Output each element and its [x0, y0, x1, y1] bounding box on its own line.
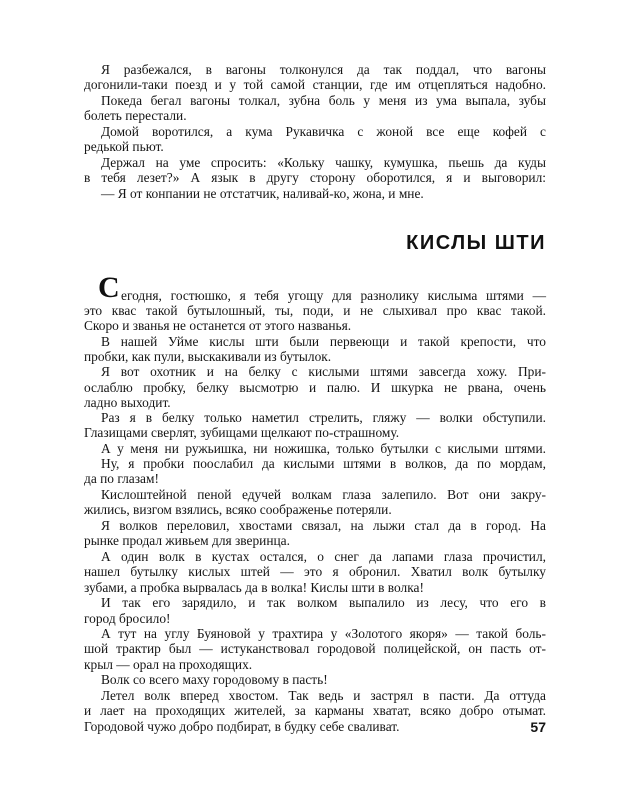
text-line: догонили-таки поезд и у той самой станции, где им отцепляться надобно.	[84, 77, 546, 92]
text-line: в тебя лезет?» А язык в другу сторону оборотился, я и выговорил:	[84, 170, 546, 185]
text-line: И так его зарядило, и так волком выпалило из лесу, что его в	[101, 595, 546, 610]
text-line: Городовой чужо добро подбират, в будку себе сваливат.	[84, 719, 400, 734]
page-number: 57	[530, 719, 546, 735]
text-line: шой трактир был — истуканствовал городовой полицейской, он пасть от-	[84, 641, 546, 656]
text-line: редькой пьют.	[84, 139, 164, 154]
text-line: Домой воротился, а кума Рукавичка с жоной все еще кофей с	[101, 124, 546, 139]
text-line: нашел бутылку кислых штей — это я обронил. Хватил волк бутылку	[84, 564, 546, 579]
text-line: ладно выходит.	[84, 395, 171, 410]
text-line: это квас такой бутылошный, ты, поди, и не слыхивал про квас такой.	[84, 303, 546, 318]
text-line: пробки, как пули, выскакивали из бутылок.	[84, 349, 332, 364]
text-line: А тут на углу Буяновой у трахтира у «Золотого якоря» — такой боль-	[101, 626, 546, 641]
text-line: зубами, а пробка вырвалась да в волка! Кислы шти в волка!	[84, 580, 424, 595]
text-line: Раз я в белку только наметил стрелить, гляжу — волки обступили.	[101, 410, 546, 425]
story-title: КИСЛЫ ШТИ	[406, 232, 546, 254]
text-line: Держал на уме спросить: «Кольку чашку, кумушка, пьешь да куды	[101, 155, 546, 170]
text-line: Я разбежался, в вагоны толконулся да так поддал, что вагоны	[101, 62, 546, 77]
text-line: город бросило!	[84, 611, 171, 626]
text-line: егодня, гостюшко, я тебя угощу для разнолику кислыма штями —	[121, 288, 546, 303]
text-line: Летел волк вперед хвостом. Так ведь и застрял в пасти. Да оттуда	[101, 688, 546, 703]
text-line: Покеда бегал вагоны толкал, зубна боль у меня из ума выпала, зубы	[101, 93, 546, 108]
text-line: ослаблю пробку, белку высмотрю и палю. И шкурка не рвана, очень	[84, 380, 546, 395]
text-line: жились, визгом взялись, всяко соображенье потеряли.	[84, 502, 392, 517]
text-line: Я вот охотник и на белку с кислыми штями завсегда хожу. При-	[101, 364, 546, 379]
text-line: Скоро и званья не останется от этого названья.	[84, 318, 352, 333]
text-line: рынке продал живьем для зверинца.	[84, 533, 290, 548]
text-line: Кислоштейной пеной едучей волкам глаза залепило. Вот они закру-	[101, 487, 546, 502]
text-line: болеть перестали.	[84, 108, 187, 123]
text-line: и лает на проходящих жителей, за карманы хватат, всяко добро отымат.	[84, 703, 546, 718]
text-line: Ну, я пробки поослабил да кислыми штями в волков, да по мордам,	[101, 456, 546, 471]
text-line: да по глазам!	[84, 471, 159, 486]
text-line: Глазищами сверлят, зубищами щелкают по-страшному.	[84, 425, 400, 440]
text-line: крыл — орал на проходящих.	[84, 657, 253, 672]
text-line: В нашей Уйме кислы шти были первеющи и такой крепости, что	[101, 334, 546, 349]
text-line: А у меня ни ружьишка, ни ножишка, только бутылки с кислыми штями.	[101, 441, 546, 456]
text-line: Волк со всего маху городовому в пасть!	[101, 672, 328, 687]
text-line: А один волк в кустах остался, о снег да лапами глаза прочистил,	[101, 549, 546, 564]
text-line: — Я от конпании не отстатчик, наливай-ко, жона, и мне.	[101, 186, 424, 201]
drop-cap-letter: С	[98, 271, 120, 304]
text-line: Я волков переловил, хвостами связал, на лыжи стал да в город. На	[101, 518, 546, 533]
